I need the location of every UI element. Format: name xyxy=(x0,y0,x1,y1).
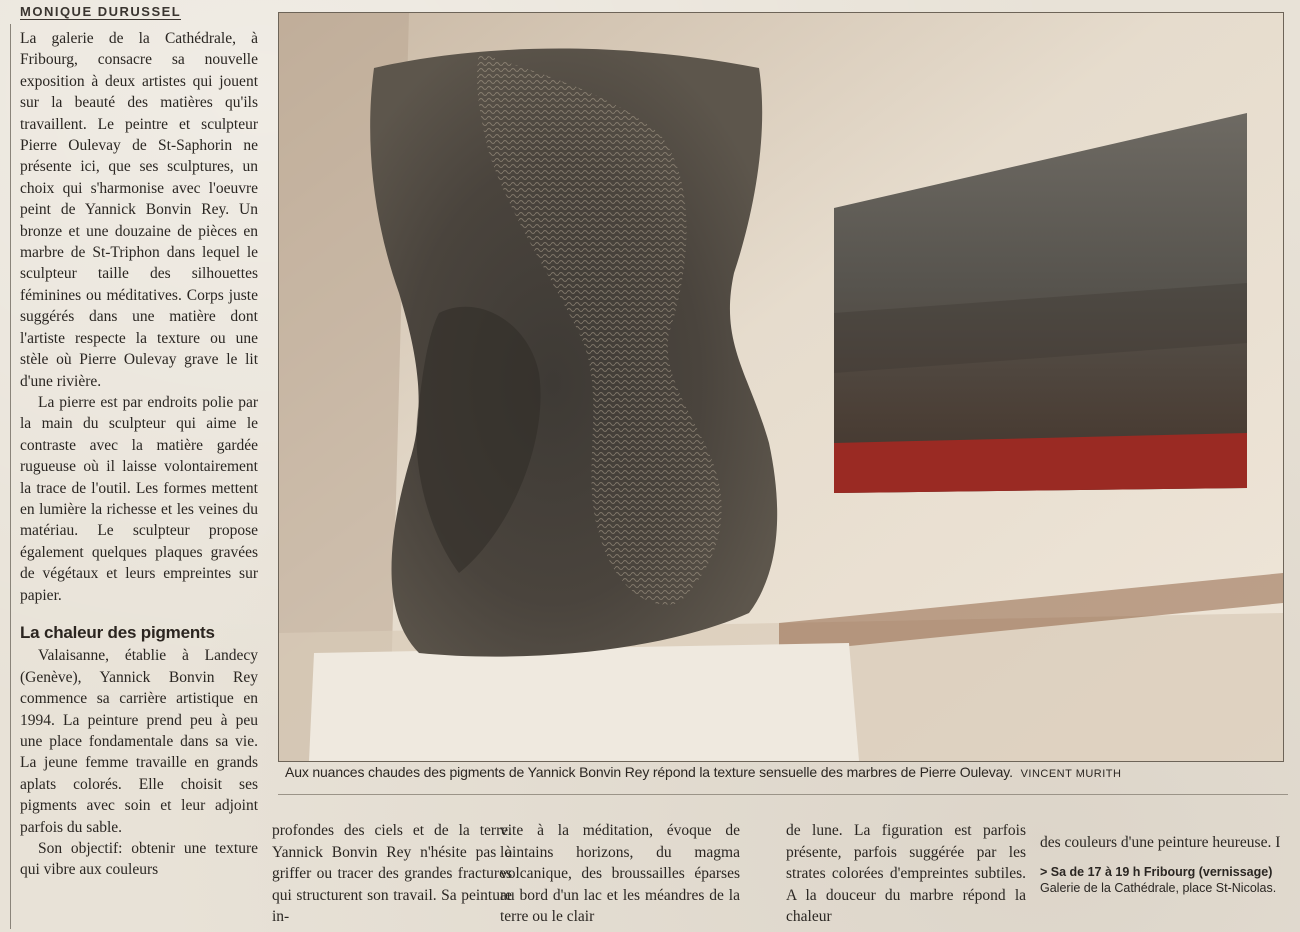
photo-credit: VINCENT MURITH xyxy=(1020,768,1122,780)
article-paragraph-4: Son objectif: obtenir une texture qui vibre aux couleurs xyxy=(20,840,258,879)
article-paragraph-1: La galerie de la Cathédrale, à Fribourg, consacre sa nouvelle exposition à deux artistes qui jouent sur la beauté des matières qu'ils travaillent. Le peintre et sculpteur Pierre Oulevay de St-Saphorin ne présente ici, que ses sculptures, un choix qui s'harmonise avec l'oeuvre peint de Yannick Bonvin Rey. Un bronze et une douzaine de pièces en marbre de St-Triphon dans lequel le sculpteur taille des silhouettes féminines ou méditatives. Corps juste suggérés dans une matière dont l'artiste respecte la texture ou une stèle où Pierre Oulevay grave le lit d'une rivière. xyxy=(20,30,258,390)
article-paragraph-3: Valaisanne, établie à Landecy (Genève), Yannick Bonvin Rey commence sa carrière artistique en 1994. La peinture prend peu à peu une place fondamentale dans sa vie. La jeune femme travaille en grands aplats colorés. Elle choisit ses pigments avec soin et leur adjoint parfois du sable. xyxy=(20,647,258,836)
author-byline: MONIQUE DURUSSEL xyxy=(20,4,182,19)
bottom-column-text-3: de lune. La figuration est parfois présente, parfois suggérée par les strates colorées d'empreintes subtiles. A la douceur du marbre répond la chaleur xyxy=(786,822,1026,925)
article-column-bottom-4 xyxy=(1040,832,1285,896)
sculpture-photo-illustration xyxy=(279,13,1283,761)
photo-caption xyxy=(285,764,1285,780)
caption-rule xyxy=(278,794,1288,795)
exhibition-info xyxy=(1040,864,1285,896)
exhibition-time: > Sa de 17 à 19 h Fribourg (vernissage) xyxy=(1040,864,1273,879)
section-subhead: La chaleur des pigments xyxy=(20,622,215,642)
article-column-bottom-3 xyxy=(786,820,1026,928)
exhibition-venue: Galerie de la Cathédrale, place St-Nicolas. xyxy=(1040,880,1277,895)
article-column-bottom-2 xyxy=(500,820,740,928)
bottom-column-text-1: profondes des ciels et de la terre. Yannick Bonvin Rey n'hésite pas à griffer ou tracer des grandes fractures qui structurent son travail. Sa peinture in- xyxy=(272,822,512,925)
exhibition-photo xyxy=(278,12,1284,762)
caption-text: Aux nuances chaudes des pigments de Yannick Bonvin Rey répond la texture sensuelle des marbres de Pierre Oulevay. xyxy=(285,764,1013,780)
article-paragraph-2: La pierre est par endroits polie par la main du sculpteur qui aime le contraste avec la matière gardée rugueuse où il laisse volontairement la trace de l'outil. Les formes mettent en lumière la richesse et les veines du matériau. Le sculpteur propose également quelques plaques gravées de végétaux et leurs empreintes sur papier. xyxy=(20,393,258,604)
article-column-bottom-1 xyxy=(272,820,512,928)
bottom-column-text-4: des couleurs d'une peinture heureuse. I xyxy=(1040,834,1281,851)
article-left-column xyxy=(20,28,258,881)
bottom-column-text-2: vite à la méditation, évoque de lointains horizons, du magma volcanique, des broussailles éparses au bord d'un lac et les méandres de la terre ou le clair xyxy=(500,822,740,925)
column-rule xyxy=(10,24,11,929)
